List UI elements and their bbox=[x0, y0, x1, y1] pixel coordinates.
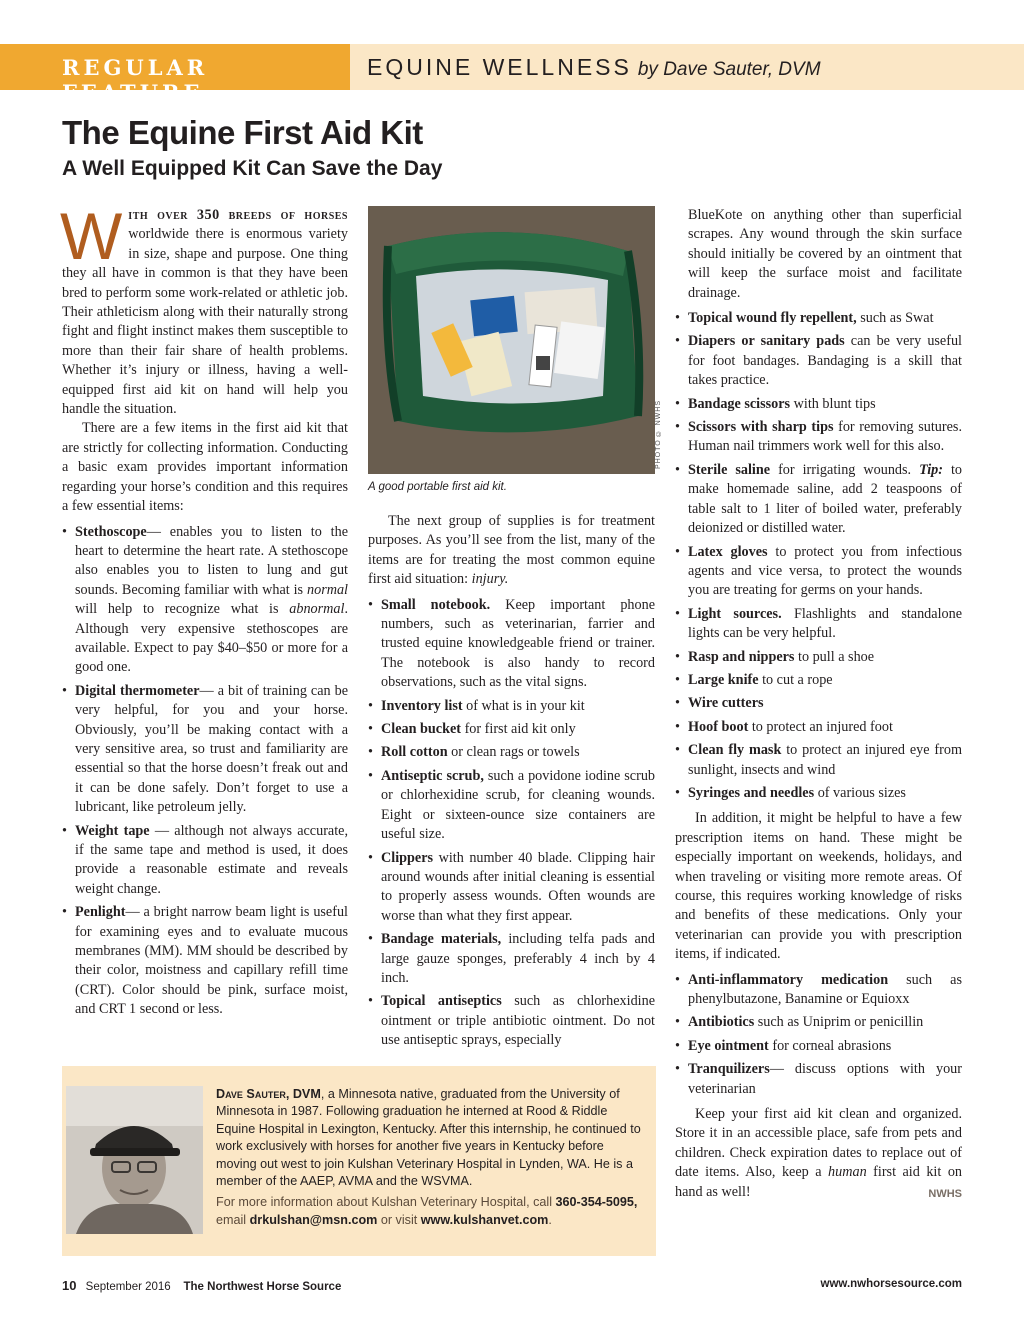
author-portrait bbox=[66, 1086, 203, 1234]
issue-date: September 2016 bbox=[85, 1281, 171, 1293]
list-item: • Rasp and nippers to pull a shoe bbox=[675, 648, 962, 667]
list-item: • Clippers with number 40 blade. Clipping hair around wounds after initial cleaning is essential to properly assess wounds. Often wounds are worse than what they first appear. bbox=[368, 849, 655, 927]
first-aid-kit-photo bbox=[368, 206, 655, 474]
closing-paragraph: Keep your first aid kit clean and organized. Store it in an accessible place, safe from pets and children. Check expiration dates to replace out of date items. Also, keep a human first aid kit on hand as well! NWHS bbox=[675, 1105, 962, 1202]
list-item: • Penlight— a bright narrow beam light is useful for examining eyes and to evaluate mucous membranes (MM). MM should be described by their color, moistness and capillary refill time (CRT). Color should be pink, surface moist, and CRT 1 second or less. bbox=[62, 903, 348, 1019]
prescription-list bbox=[675, 971, 962, 1099]
signoff: NWHS bbox=[928, 1187, 962, 1200]
feature-header-band bbox=[0, 44, 1024, 105]
author-photo bbox=[66, 1086, 203, 1234]
list-item: • Bandage scissors with blunt tips bbox=[675, 395, 962, 414]
list-item: • Eye ointment for corneal abrasions bbox=[675, 1037, 962, 1056]
author-name: Dave Sauter, DVM bbox=[216, 1087, 321, 1101]
treatment-intro-paragraph: The next group of supplies is for treatment purposes. As you’ll see from the list, many of the items are for treating the most common equine first aid situation: injury. bbox=[368, 513, 655, 588]
list-item: • Roll cotton or clean rags or towels bbox=[368, 743, 655, 762]
phone-number: 360-354-5095, bbox=[555, 1195, 638, 1210]
exam-intro-paragraph: There are a few items in the first aid kit that are strictly for collecting information. Conducting a basic exam provides important information regarding your horse’s condition and this requires a few essential items: bbox=[62, 420, 348, 515]
prescription-paragraph: In addition, it might be helpful to have a few prescription items on hand. These might be especially important on weekends, holidays, and when traveling or visiting more remote areas. Of course, this requires working knowledge of risks and benefits of these medications. Only your veterinarian can provide you with prescription items, if indicated. bbox=[675, 810, 962, 963]
contact-info: For more information about Kulshan Veterinary Hospital, call 360-354-5095, email drkulshan@msn.com or visit www.kulshanvet.com. bbox=[216, 1195, 638, 1227]
list-item: • Bandage materials, including telfa pads and large gauze sponges, preferably 4 inch by 4 inch. bbox=[368, 930, 655, 988]
publication-name: The Northwest Horse Source bbox=[183, 1281, 342, 1293]
section-tab bbox=[0, 44, 350, 105]
list-item: • Small notebook. Keep important phone numbers, such as veterinarian, farrier and trusted equine knowledgeable friend or trainer. The notebook is also handy to record observations, such as the vital signs. bbox=[368, 596, 655, 693]
column-name: EQUINE WELLNESS bbox=[367, 54, 632, 80]
drop-cap: W bbox=[60, 199, 123, 273]
list-item: • Light sources. Flashlights and standalone lights can be very helpful. bbox=[675, 605, 962, 644]
website: www.kulshanvet.com bbox=[420, 1212, 549, 1227]
author-bio: Dave Sauter, DVM, a Minnesota native, graduated from the University of Minnesota in 1987. Following graduation he interned at Rood & Riddle Equine Hospital in Lexington, Kentucky. After this internship, he continued to work exclusively with horses for another five years in Kentucky before moving out west to join Kulshan Veterinary Hospital in Lynden, WA. He is a member of the AAEP, AVMA and the WSVMA. For more information about Kulshan Veterinary Hospital, call 360-354-5095, email drkulshan@msn.com or visit www.kulshanvet.com. bbox=[216, 1086, 644, 1229]
list-item: • Antibiotics such as Uniprim or penicillin bbox=[675, 1013, 962, 1032]
article-subtitle: A Well Equipped Kit Can Save the Day bbox=[62, 157, 443, 180]
article-title: The Equine First Aid Kit bbox=[62, 114, 423, 151]
list-item: • Antiseptic scrub, such a povidone iodine scrub or chlorhexidine scrub, for cleaning wounds. Eight or sixteen-ounce size containers are useful size. bbox=[368, 767, 655, 845]
supplies-list-continued bbox=[675, 309, 962, 803]
continued-text: BlueKote on anything other than superficial scrapes. Any wound through the skin surface should initially be covered by an ointment that will keep the surface moist and facilitate drainage. bbox=[688, 207, 962, 301]
list-item: • Syringes and needles of various sizes bbox=[675, 784, 962, 803]
column-1 bbox=[60, 199, 349, 1026]
lead-in: ith over 350 breeds of horses bbox=[128, 207, 348, 223]
supplies-list bbox=[368, 596, 655, 1051]
list-item: • Latex gloves to protect you from infectious agents and vice versa, to protect the wounds you are treating for germs on your hands. bbox=[675, 543, 962, 601]
byline: by Dave Sauter, DVM bbox=[637, 59, 821, 80]
page-number: 10 bbox=[62, 1278, 77, 1293]
photo-credit: PHOTO © NWHS bbox=[655, 400, 662, 470]
list-item: • Inventory list of what is in your kit bbox=[368, 697, 655, 716]
list-item: • Topical wound fly repellent, such as Swat bbox=[675, 309, 962, 328]
list-item: • Hoof boot to protect an injured foot bbox=[675, 718, 962, 737]
list-item: • Weight tape — although not always accurate, if the same tape and method is used, it does provide a reasonable estimate and reveals weight change. bbox=[62, 822, 348, 900]
list-item: • Clean bucket for first aid kit only bbox=[368, 720, 655, 739]
list-item: • Wire cutters bbox=[675, 694, 962, 713]
list-item: • Large knife to cut a rope bbox=[675, 671, 962, 690]
email-address: drkulshan@msn.com bbox=[249, 1212, 378, 1227]
list-item: • Diapers or sanitary pads can be very useful for foot bandages. Bandaging is a skill that takes practice. bbox=[675, 332, 962, 390]
column-3 bbox=[675, 206, 962, 1204]
author-bio-box bbox=[62, 1066, 656, 1256]
column-2 bbox=[368, 512, 655, 1057]
list-item: • Sterile saline for irrigating wounds. Tip: to make homemade saline, add 2 teaspoons of table salt to 1 liter of boiled water, preferably deionized or distilled water. bbox=[675, 461, 962, 539]
list-item: • Topical antiseptics such as chlorhexidine ointment or triple antibiotic ointment. Do not use antiseptic sprays, especially bbox=[368, 992, 655, 1050]
exam-items-list bbox=[62, 523, 348, 1020]
list-item: • Digital thermometer— a bit of training can be very helpful, for you and your horse. Obviously, you’ll be making contact with a very sensitive area, so trust and familiarity are essential so that the horse doesn’t freak out and it can be done safely. Don’t forget to use a lubricant, like petroleum jelly. bbox=[62, 682, 348, 818]
publication-url: www.nwhorsesource.com bbox=[820, 1278, 962, 1290]
photo-caption: A good portable first aid kit. bbox=[368, 481, 507, 493]
list-item: • Scissors with sharp tips for removing sutures. Human nail trimmers work well for this also. bbox=[675, 418, 962, 457]
list-item: • Tranquilizers— discuss options with your veterinarian bbox=[675, 1060, 962, 1099]
section-label: REGULAR FEATURE bbox=[62, 55, 209, 105]
column-title bbox=[367, 54, 821, 81]
list-item: • Anti-inflammatory medication such as phenylbutazone, Banamine or Equioxx bbox=[675, 971, 962, 1010]
intro-paragraph: With over 350 breeds of horses worldwide there is enormous variety in size, shape and purpose. One thing they all have in common is that they have been bred to perform some work-related or athletic job. Their athleticism along with their naturally strong fight and flight instinct makes them susceptible to more than their fair share of health problems. Whether it’s injury or illness, having a well-equipped first aid kit on hand will help you handle the situation. bbox=[60, 199, 348, 418]
list-item: • Stethoscope— enables you to listen to the heart to determine the heart rate. A stethoscope also enables you to listen to lung and gut sounds. Becoming familiar with what is normal will help to recognize what is abnormal. Although very expensive stethoscopes are available. Expect to pay $40–$50 or more for a good one. bbox=[62, 523, 348, 678]
list-item: • Clean fly mask to protect an injured eye from sunlight, insects and wind bbox=[675, 741, 962, 780]
first-aid-kit-illustration bbox=[368, 206, 655, 474]
